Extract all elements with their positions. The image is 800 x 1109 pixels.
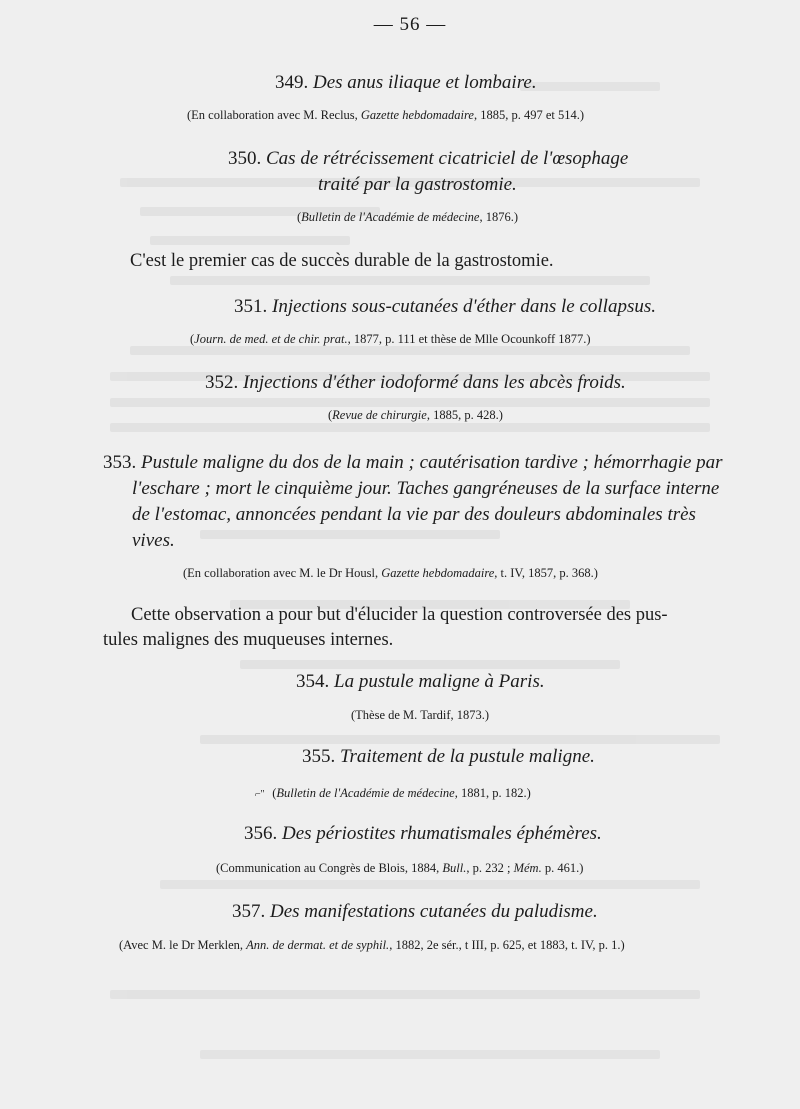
entry-title-text: La pustule maligne à Paris. [334,671,545,692]
entry-356-reference: (Communication au Congrès de Blois, 1884, Bull., p. 232 ; Mém. p. 461.) [216,861,584,875]
entry-349-title [275,72,537,94]
entry-354-reference: (Thèse de M. Tardif, 1873.) [351,708,490,722]
entry-349-reference: (En collaboration avec M. Reclus, Gazette hebdomadaire, 1885, p. 497 et 514.) [187,108,585,122]
entry-355-reference: ⌐'' (Bulletin de l'Académie de médecine, 1881, p. 182.) [255,786,531,800]
entry-357-title [232,901,598,923]
entry-title-text: Des périostites rhumatismales éphémères. [282,823,602,844]
entry-number: 352. [205,372,239,393]
entry-353-title-line-3: de l'estomac, annoncées pendant la vie par des douleurs abdominales très [132,504,696,525]
entry-number: 356. [244,823,278,844]
entry-number: 349. [275,72,309,93]
entry-353-reference: (En collaboration avec M. le Dr Housl, Gazette hebdomadaire, t. IV, 1857, p. 368.) [183,566,598,580]
entry-title-text: Cas de rétrécissement cicatriciel de l'œsophage [266,148,629,169]
entry-356-title [244,823,602,845]
entry-353-comment-line-2: tules malignes des muqueuses internes. [103,630,394,650]
entry-number: 357. [232,901,266,922]
entry-355-title [302,746,595,768]
entry-357-reference: (Avec M. le Dr Merklen, Ann. de dermat. et de syphil., 1882, 2e sér., t III, p. 625, et 1883, t. IV, p. 1.) [119,938,625,952]
entry-title-text: Pustule maligne du dos de la main ; cautérisation tardive ; hémorrhagie par [141,452,723,473]
entry-number: 353. [103,452,137,473]
entry-354-title [296,671,545,693]
entry-351-reference: (Journ. de med. et de chir. prat., 1877, p. 111 et thèse de Mlle Ocounkoff 1877.) [190,332,591,346]
entry-350-title-line-1 [228,148,628,170]
entry-number: 350. [228,148,262,169]
entry-number: 355. [302,746,336,767]
entry-title-text: Des manifestations cutanées du paludisme. [270,901,598,922]
entry-number: 354. [296,671,330,692]
entry-352-title [205,372,626,394]
entry-353-title-line-1 [103,452,763,474]
entry-title-text: Des anus iliaque et lombaire. [313,72,537,93]
entry-number: 351. [234,296,268,317]
entry-350-comment: C'est le premier cas de succès durable de la gastrostomie. [130,251,554,271]
entry-353-title-line-2: l'eschare ; mort le cinquième jour. Taches gangréneuses de la surface interne [132,478,720,499]
entry-350-title-line-2: traité par la gastrostomie. [318,174,517,195]
entry-350-reference: (Bulletin de l'Académie de médecine, 1876.) [297,210,519,224]
entry-title-text: Injections d'éther iodoformé dans les abcès froids. [243,372,626,393]
page-number: — 56 — [373,14,447,35]
entry-351-title [234,296,656,318]
entry-title-text: Injections sous-cutanées d'éther dans le collapsus. [272,296,656,317]
entry-353-comment-line-1: Cette observation a pour but d'élucider la question controversée des pus- [131,605,668,625]
entry-title-text: Traitement de la pustule maligne. [340,746,595,767]
entry-353-title-line-4: vives. [132,530,175,551]
entry-352-reference: (Revue de chirurgie, 1885, p. 428.) [328,408,503,422]
